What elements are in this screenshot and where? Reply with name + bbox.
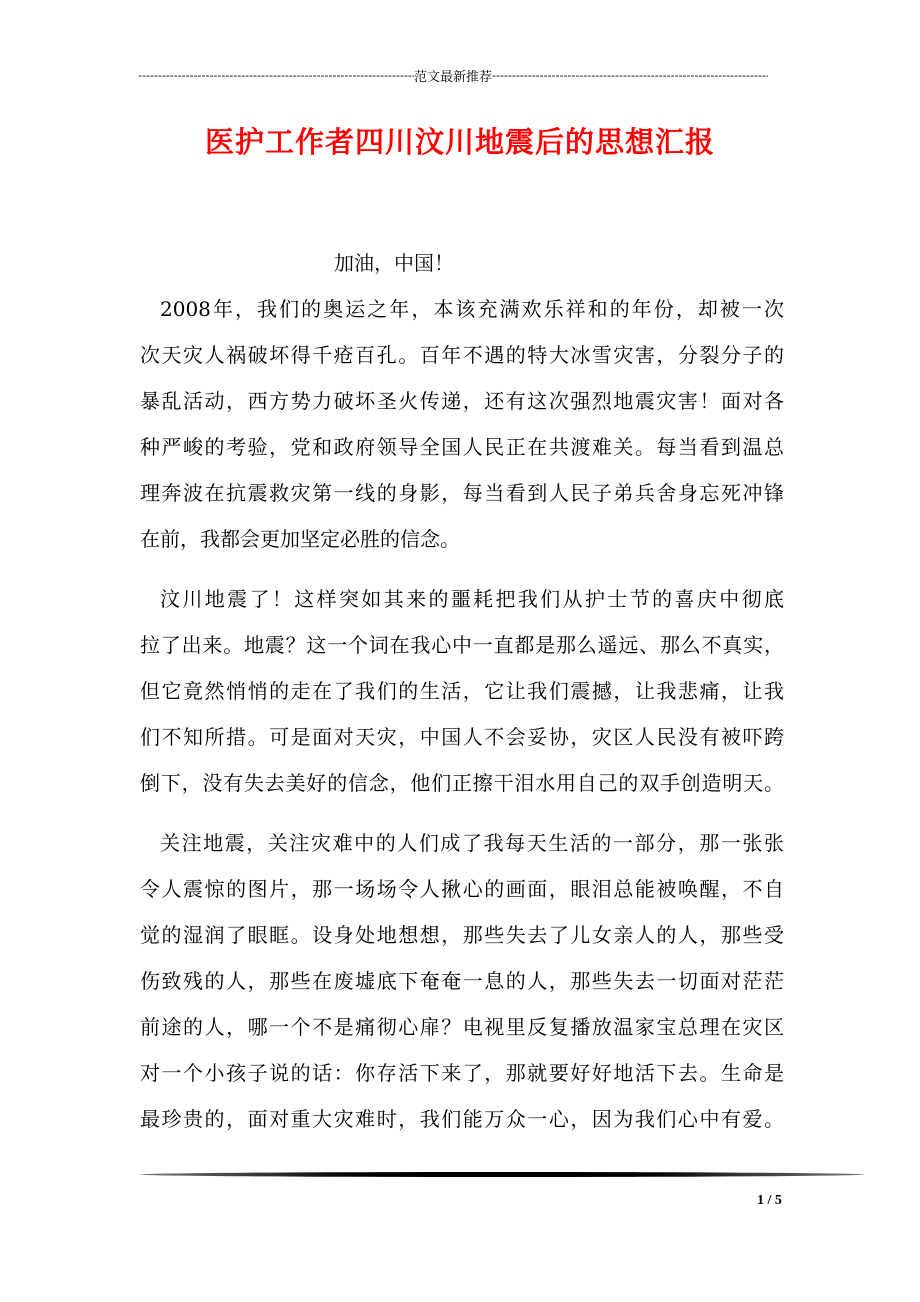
text-line: 理奔波在抗震救灾第一线的身影，每当看到人民子弟兵舍身忘死冲锋	[140, 481, 784, 505]
text-line: 暴乱活动，西方势力破坏圣火传递，还有这次强烈地震灾害！面对各	[140, 389, 784, 413]
header-divider-right	[492, 69, 768, 82]
paragraph	[140, 576, 784, 806]
page-number: 1 / 5	[757, 1193, 782, 1208]
text-line: 觉的湿润了眼眶。设身处地想想，那些失去了儿女亲人的人，那些受	[140, 923, 784, 947]
greeting: 加油，中国！	[334, 251, 454, 275]
page-header	[138, 66, 768, 85]
header-divider-left	[138, 69, 414, 82]
text-line: 拉了出来。地震？这一个词在我心中一直都是那么遥远、那么不真实，	[140, 633, 784, 657]
text-line: 令人震惊的图片，那一场场令人揪心的画面，眼泪总能被唤醒，不自	[140, 877, 784, 901]
text-line: 次天灾人祸破坏得千疮百孔。百年不遇的特大冰雪灾害，分裂分子的	[140, 343, 784, 367]
text-line: 前途的人，哪一个不是痛彻心扉？电视里反复播放温家宝总理在灾区	[140, 1015, 784, 1039]
text-line: 在前，我都会更加坚定必胜的信念。	[140, 527, 460, 551]
document-title: 医护工作者四川汶川地震后的思想汇报	[204, 125, 715, 159]
text-line: 汶川地震了！这样突如其来的噩耗把我们从护士节的喜庆中彻底	[160, 587, 784, 611]
paragraph	[140, 820, 784, 1142]
text-line: 种严峻的考验，党和政府领导全国人民正在共渡难关。每当看到温总	[140, 435, 784, 459]
text-line: 伤致残的人，那些在废墟底下奄奄一息的人，那些失去一切面对茫茫	[140, 969, 784, 993]
document-body	[140, 240, 784, 1156]
text-line: 对一个小孩子说的话：你存活下来了，那就要好好地活下去。生命是	[140, 1061, 784, 1085]
text-line: 们不知所措。可是面对天灾，中国人不会妥协，灾区人民没有被吓跨	[140, 725, 784, 749]
text-line: 但它竟然悄悄的走在了我们的生活，它让我们震撼，让我悲痛，让我	[140, 679, 784, 703]
text-line: 倒下，没有失去美好的信念，他们正擦干泪水用自己的双手创造明天。	[140, 771, 784, 795]
footer-rule	[140, 1172, 864, 1177]
header-label: 范文最新推荐	[414, 70, 493, 85]
text-line: 2008年，我们的奥运之年，本该充满欢乐祥和的年份，却被一次	[160, 297, 784, 321]
paragraph	[140, 286, 784, 562]
text-line: 关注地震，关注灾难中的人们成了我每天生活的一部分，那一张张	[160, 831, 784, 855]
text-line: 最珍贵的，面对重大灾难时，我们能万众一心，因为我们心中有爱。	[140, 1107, 784, 1131]
